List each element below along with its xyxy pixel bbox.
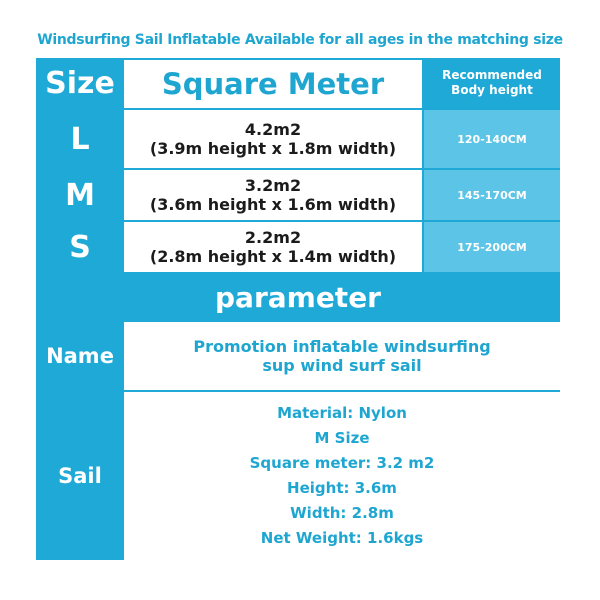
size-l-area-cell xyxy=(124,110,422,168)
size-l-dims: (3.9m height x 1.8m width) xyxy=(149,139,397,158)
sail-height: Height: 3.6m xyxy=(287,479,397,497)
size-s-area: 2.2m2 xyxy=(244,228,302,247)
size-label-s: S xyxy=(69,229,91,265)
size-s-body-height: 175-200CM xyxy=(424,222,560,272)
size-s-dims: (2.8m height x 1.4m width) xyxy=(149,247,397,266)
size-m-area: 3.2m2 xyxy=(244,176,302,195)
sail-spec-cell xyxy=(124,392,560,560)
size-label-l: L xyxy=(70,121,90,157)
size-label-m: M xyxy=(65,177,95,213)
size-l-body-height: 120-140CM xyxy=(424,110,560,168)
size-m-area-cell xyxy=(124,170,422,220)
name-value-line1: Promotion inflatable windsurfing xyxy=(193,337,491,356)
recommended-line2: Body height xyxy=(451,83,533,97)
recommended-height-header xyxy=(424,58,560,108)
headline: Windsurfing Sail Inflatable Available for all ages in the matching size xyxy=(37,32,563,48)
size-header: Size xyxy=(45,65,115,101)
sail-material: Material: Nylon xyxy=(277,404,407,422)
sail-square-meter: Square meter: 3.2 m2 xyxy=(249,454,435,472)
sail-net-weight: Net Weight: 1.6kgs xyxy=(260,529,424,547)
square-meter-header: Square Meter xyxy=(124,60,422,108)
sail-size: M Size xyxy=(314,429,370,447)
recommended-line1: Recommended xyxy=(442,68,542,82)
sail-width: Width: 2.8m xyxy=(290,504,394,522)
name-value-line2: sup wind surf sail xyxy=(262,356,422,375)
size-m-body-height: 145-170CM xyxy=(424,170,560,220)
size-m-dims: (3.6m height x 1.6m width) xyxy=(149,195,397,214)
parameter-title: parameter xyxy=(215,280,381,314)
size-l-area: 4.2m2 xyxy=(244,120,302,139)
name-value-cell xyxy=(124,322,560,390)
name-label: Name xyxy=(46,344,114,368)
size-s-area-cell xyxy=(124,222,422,272)
spec-table xyxy=(36,58,560,560)
sail-label: Sail xyxy=(58,464,102,488)
